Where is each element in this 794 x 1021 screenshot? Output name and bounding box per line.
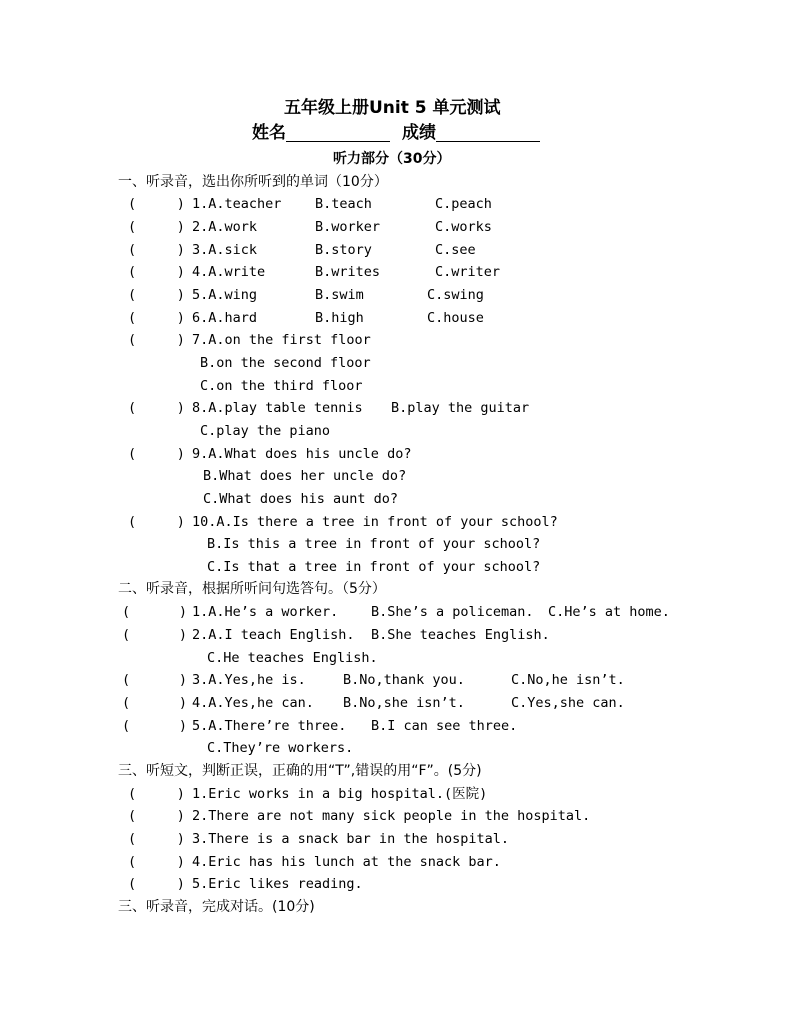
- page-title: 五年级上册Unit 5 单元测试: [284, 98, 501, 118]
- option-a: 9.A.What does his uncle do?: [192, 446, 412, 462]
- answer-bracket[interactable]: ( ): [122, 627, 188, 643]
- option-c: C.works: [435, 219, 492, 235]
- option-c: C.Is that a tree in front of your school?: [207, 559, 541, 575]
- name-blank[interactable]: [286, 124, 390, 142]
- option-b: B.No,thank you.: [343, 672, 465, 688]
- option-c: C.He’s at home.: [548, 604, 670, 620]
- answer-bracket[interactable]: ( ): [122, 604, 188, 620]
- answer-bracket[interactable]: ( ): [128, 514, 185, 530]
- option-a: 3.A.sick: [192, 242, 258, 258]
- option-c: C.Yes,she can.: [511, 695, 625, 711]
- option-b: B.She teaches English.: [371, 627, 550, 643]
- option-c: C.see: [435, 242, 476, 258]
- section1-heading: 一、听录音，选出你所听到的单词（10分）: [118, 174, 388, 190]
- answer-bracket[interactable]: ( ): [128, 219, 185, 235]
- option-b: B.I can see three.: [371, 718, 518, 734]
- section4-heading: 三、听录音，完成对话。(10分): [118, 899, 315, 915]
- option-a: 2.A.work: [192, 219, 258, 235]
- answer-bracket[interactable]: ( ): [128, 332, 185, 348]
- option-a: 8.A.play table tennis: [192, 400, 363, 416]
- option-b: B.worker: [315, 219, 381, 235]
- name-label: 姓名: [252, 123, 286, 143]
- option-a: 7.A.on the first floor: [192, 332, 371, 348]
- option-c: C.play the piano: [200, 423, 331, 439]
- statement: 1.Eric works in a big hospital.(医院): [192, 786, 488, 802]
- answer-bracket[interactable]: ( ): [128, 242, 185, 258]
- option-c: C.peach: [435, 196, 492, 212]
- answer-bracket[interactable]: ( ): [128, 287, 185, 303]
- option-a: 5.A.wing: [192, 287, 258, 303]
- statement: 4.Eric has his lunch at the snack bar.: [192, 854, 501, 870]
- option-b: B.play the guitar: [391, 400, 530, 416]
- answer-bracket[interactable]: ( ): [122, 672, 188, 688]
- option-a: 3.A.Yes,he is.: [192, 672, 306, 688]
- option-c: C.house: [427, 310, 484, 326]
- answer-bracket[interactable]: ( ): [128, 446, 185, 462]
- section2-heading: 二、听录音，根据所听问句选答句。（5分）: [118, 581, 386, 597]
- score-blank[interactable]: [436, 124, 540, 142]
- option-a: 4.A.write: [192, 264, 266, 280]
- statement: 2.There are not many sick people in the hospital.: [192, 808, 591, 824]
- answer-bracket[interactable]: ( ): [128, 196, 185, 212]
- option-a: 2.A.I teach English.: [192, 627, 355, 643]
- option-c: C.They’re workers.: [207, 740, 354, 756]
- option-c: C.on the third floor: [200, 378, 363, 394]
- option-a: 1.A.He’s a worker.: [192, 604, 339, 620]
- option-c: C.swing: [427, 287, 484, 303]
- answer-bracket[interactable]: ( ): [128, 400, 185, 416]
- answer-bracket[interactable]: ( ): [128, 831, 185, 847]
- answer-bracket[interactable]: ( ): [122, 718, 188, 734]
- statement: 5.Eric likes reading.: [192, 876, 363, 892]
- option-a: 10.A.Is there a tree in front of your school?: [192, 514, 558, 530]
- score-field: [402, 124, 540, 142]
- statement: 3.There is a snack bar in the hospital.: [192, 831, 509, 847]
- answer-bracket[interactable]: ( ): [128, 786, 185, 802]
- answer-bracket[interactable]: ( ): [122, 695, 188, 711]
- option-b: B.swim: [315, 287, 364, 303]
- answer-bracket[interactable]: ( ): [128, 854, 185, 870]
- option-b: B.What does her uncle do?: [203, 468, 407, 484]
- score-label: 成绩: [402, 123, 436, 143]
- option-b: B.high: [315, 310, 364, 326]
- answer-bracket[interactable]: ( ): [128, 310, 185, 326]
- option-c: C.writer: [435, 264, 501, 280]
- option-b: B.story: [315, 242, 372, 258]
- option-b: B.No,she isn’t.: [343, 695, 465, 711]
- option-a: 6.A.hard: [192, 310, 258, 326]
- section3-heading: 三、听短文，判断正误，正确的用“T”,错误的用“F”。(5分): [118, 763, 482, 779]
- option-a: 4.A.Yes,he can.: [192, 695, 314, 711]
- option-b: B.on the second floor: [200, 355, 371, 371]
- option-b: B.She’s a policeman.: [371, 604, 534, 620]
- option-a: 1.A.teacher: [192, 196, 282, 212]
- option-b: B.Is this a tree in front of your school?: [207, 536, 541, 552]
- option-a: 5.A.There’re three.: [192, 718, 347, 734]
- option-b: B.teach: [315, 196, 372, 212]
- option-c: C.No,he isn’t.: [511, 672, 625, 688]
- answer-bracket[interactable]: ( ): [128, 876, 185, 892]
- name-field: [252, 124, 390, 142]
- answer-bracket[interactable]: ( ): [128, 264, 185, 280]
- answer-bracket[interactable]: ( ): [128, 808, 185, 824]
- option-c: C.He teaches English.: [207, 650, 378, 666]
- listening-subtitle: 听力部分（30分）: [333, 151, 451, 167]
- option-b: B.writes: [315, 264, 381, 280]
- option-c: C.What does his aunt do?: [203, 491, 399, 507]
